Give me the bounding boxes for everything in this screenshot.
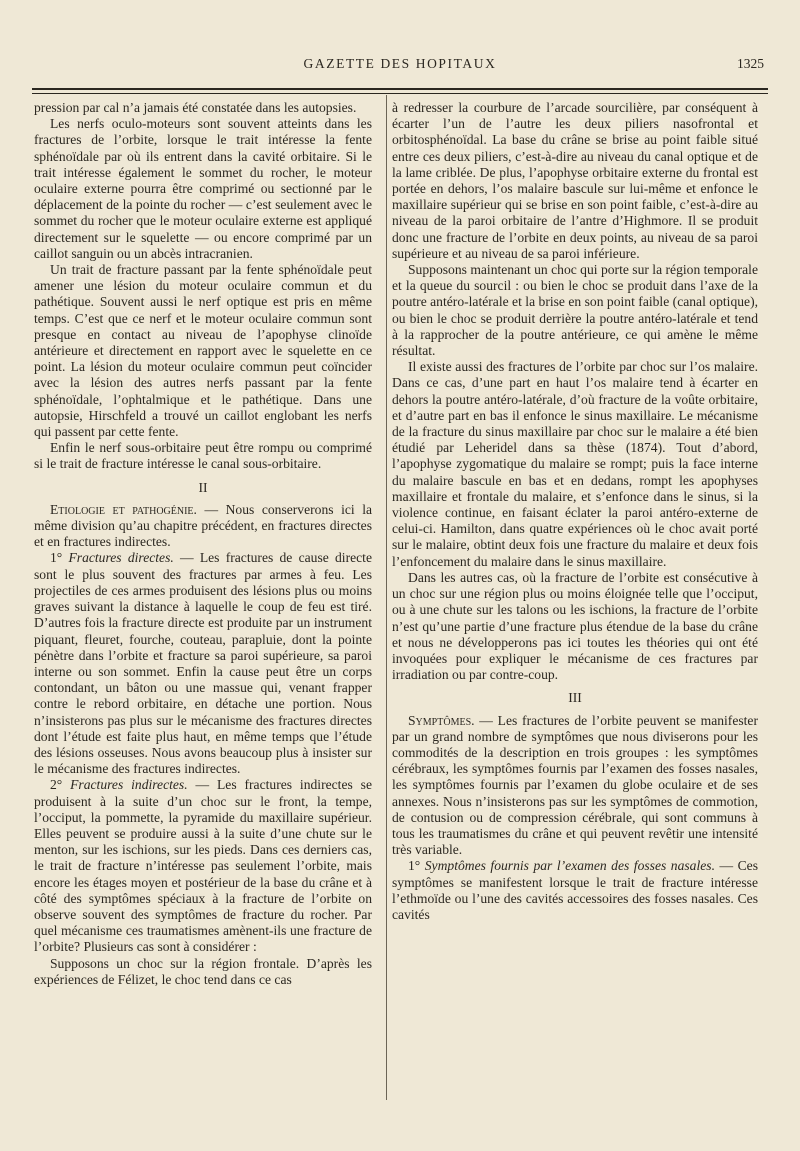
subsection-heading: Fractures directes. [68, 550, 174, 566]
right-column [392, 100, 758, 1110]
section-heading: Etiologie et pathogénie. [50, 501, 197, 517]
subsection-number: 1° [50, 550, 69, 566]
subsection-text: — Les fractures de cause directe sont le plus souvent des fractures par armes à feu. Les projectiles de ces armes produisent des lésions plus ou moins graves suivant la distance à laquelle le coup de feu est tiré. D’autres fois la fracture directe est produite par un instrument piquant, fleuret, fourche, couteau, parapluie, dont la pointe pénètre dans l’orbite et fracture sa paroi supérieure, sa paroi interne ou son sommet. Enfin la cause peut être un corps contondant, un bâton ou une massue qui, venant frapper contre le rebord orbitaire, en détache une portion. Nous n’insisterons pas plus sur le mécanisme des fractures directes dont l’étude est faite plus haut, en même temps que l’étude des lésions osseuses. Nous avons beaucoup plus à insister sur le mécanisme des fractures indirectes. [34, 550, 372, 777]
subsection-paragraph [34, 550, 372, 777]
paragraph: Dans les autres cas, où la fracture de l’orbite est consécutive à un choc sur une région plus ou moins éloignée telle que l’occiput, ou à une chute sur les talons ou les ischions, la fracture de l’orbite n’est qu’une partie d’une fracture plus étendue de la base du crâne et nous ne développerons pas ici toutes les théories qui ont été invoquées pour expliquer le mécanisme de ces fractures par irradiation ou par contre-coup. [392, 569, 758, 683]
subsection-heading: Symptômes fournis par l’examen des fosses nasales. [424, 858, 715, 874]
header-rule-thin [32, 93, 768, 94]
header-rule-thick [32, 88, 768, 90]
section-paragraph [34, 502, 372, 551]
section-text: — Nous conserverons ici la même division qu’au chapitre précédent, en fractures directes et en fractures indirectes. [34, 501, 372, 550]
paragraph: Enfin le nerf sous-orbitaire peut être rompu ou comprimé si le trait de fracture intéresse le canal sous-orbitaire. [34, 440, 372, 472]
paragraph: Supposons un choc sur la région frontale. D’après les expériences de Félizet, le choc tend dans ce cas [34, 955, 372, 987]
column-divider [386, 95, 387, 1100]
running-header [32, 54, 768, 76]
subsection-text: — Les fractures indirectes se produisent à la suite d’un choc sur le front, la tempe, l’occiput, la pommette, la pyramide du maxillaire supérieur. Elles peuvent se produire aussi à la suite d’une chute sur le menton, sur les ischions, sur les pieds. Dans ces derniers cas, le trait de fracture n’intéresse pas seulement l’orbite, mais encore les étages moyen et postérieur de la base du crâne et à côté des symptômes spéciaux à la fracture de l’orbite on observe souvent des symptômes de fracture du rocher. Par quel mécanisme ces traumatismes amènent-ils une fracture de l’orbite? Plusieurs cas sont à considérer : [34, 777, 372, 955]
subsection-number: 1° [408, 858, 425, 874]
paragraph: Il existe aussi des fractures de l’orbite par choc sur l’os malaire. Dans ce cas, d’une part en haut l’os malaire tend à écarter en dehors la poutre antéro-latérale, d’où fracture de la voûte orbitaire, et d’autre part en bas il enfonce le sinus maxillaire. Le mécanisme de la fracture du sinus maxillaire par choc sur le malaire a été bien étudié par Leheridel dans sa thèse (1874). Tout d’abord, l’apophyse zygomatique du malaire se rompt; puis la face interne du malaire bascule en bas et en dedans, rompt les apophyses maxillaire et frontale du malaire, et s’enfonce dans le sinus, si la violence continue, en faisant éclater la paroi antéro-externe de celui-ci. Hamilton, dans quatre expériences où le choc avait porté sur le malaire, obtint deux fois une fracture du malaire et deux fois l’enfoncement du malaire dans le sinus maxillaire. [392, 359, 758, 569]
subsection-paragraph [392, 858, 758, 923]
page-number: 1325 [737, 56, 764, 71]
left-column [34, 100, 372, 1110]
subsection-paragraph [34, 777, 372, 955]
paragraph: à redresser la courbure de l’arcade sourcilière, par conséquent à écarter l’un de l’autre les deux piliers nasofrontal et orbitosphénoïdal. La base du crâne se brise au point faible situé entre ces deux piliers, c’est-à-dire au niveau du canal optique et de la lame criblée. De plus, l’apophyse orbitaire externe du frontal est portée en dehors, l’os malaire bascule sur lui-même et enfonce le maxillaire supérieur qui se brise en son point faible, c’est-à-dire au niveau de la paroi orbitaire de l’antre d’Highmore. Il se produit donc une fracture de l’orbite en deux points, au niveau de sa paroi supérieure et au niveau de sa paroi inférieure. [392, 100, 758, 261]
paragraph: pression par cal n’a jamais été constatée dans les autopsies. [34, 100, 357, 115]
section-number: II [198, 479, 208, 495]
section-number: III [568, 690, 582, 706]
subsection-number: 2° [50, 777, 71, 793]
paragraph: Un trait de fracture passant par la fente sphénoïdale peut amener une lésion du moteur oculaire commun et du pathétique. Souvent aussi le nerf optique est pris en même temps. C’est que ce nerf et le moteur oculaire commun sont presque en contact au niveau de l’apophyse clinoïde antérieure et directement en rapport avec le squelette en ce point. La lésion du moteur oculaire commun peut coïncider avec la lésion des autres nerfs passant par la fente sphénoïdale, l’ophtalmique et le pathétique. Dans une autopsie, Hirschfeld a trouvé un caillot englobant les nerfs qui passent par cette fente. [34, 262, 372, 440]
section-heading: Symptômes. [408, 712, 475, 728]
paragraph: Les nerfs oculo-moteurs sont souvent atteints dans les fractures de l’orbite, lorsque le trait intéresse la fente sphénoïdale par où ils entrent dans la cavité orbitaire. Si le trait intéresse également le sommet du rocher, le moteur oculaire externe pourra être comprimé ou sectionné par le déplacement de la pointe du rocher — c’est seulement avec le sommet du rocher que le moteur oculaire externe est appliqué directement sur le squelette — ou encore comprimé par un caillot sanguin ou un abcès intracranien. [34, 116, 372, 261]
subsection-heading: Fractures indirectes. [70, 777, 188, 793]
section-paragraph [392, 713, 758, 859]
section-text: — Les fractures de l’orbite peuvent se manifester par un grand nombre de symptômes que nous diviserons pour les commodités de la description en trois groupes : les symptômes cérébraux, les symptômes fournis par l’examen des fosses nasales, les symptômes fournis par l’examen du globe oculaire et de ses annexes. Nous n’insisterons pas sur les symptômes de commotion, de contusion ou de compression cérébrale, qui sont communs à tous les traumatismes du crâne et qui peuvent revêtir une intensité très variable. [392, 712, 758, 858]
subsection-text: — Ces symptômes se manifestent lorsque le trait de fracture intéresse l’ethmoïde ou l’une des cavités accessoires des fosses nasales. Ces cavités [392, 858, 758, 922]
journal-title: GAZETTE DES HOPITAUX [303, 56, 497, 71]
paragraph: Supposons maintenant un choc qui porte sur la région temporale et la queue du sourcil : ou bien le choc se produit dans l’axe de la poutre antéro-latérale et la brise en son point faible (canal optique), ou bien le choc se produit derrière la poutre antéro-latérale et tend à la rapprocher de la poutre antérieure, ce qui amène le même résultat. [392, 262, 758, 359]
